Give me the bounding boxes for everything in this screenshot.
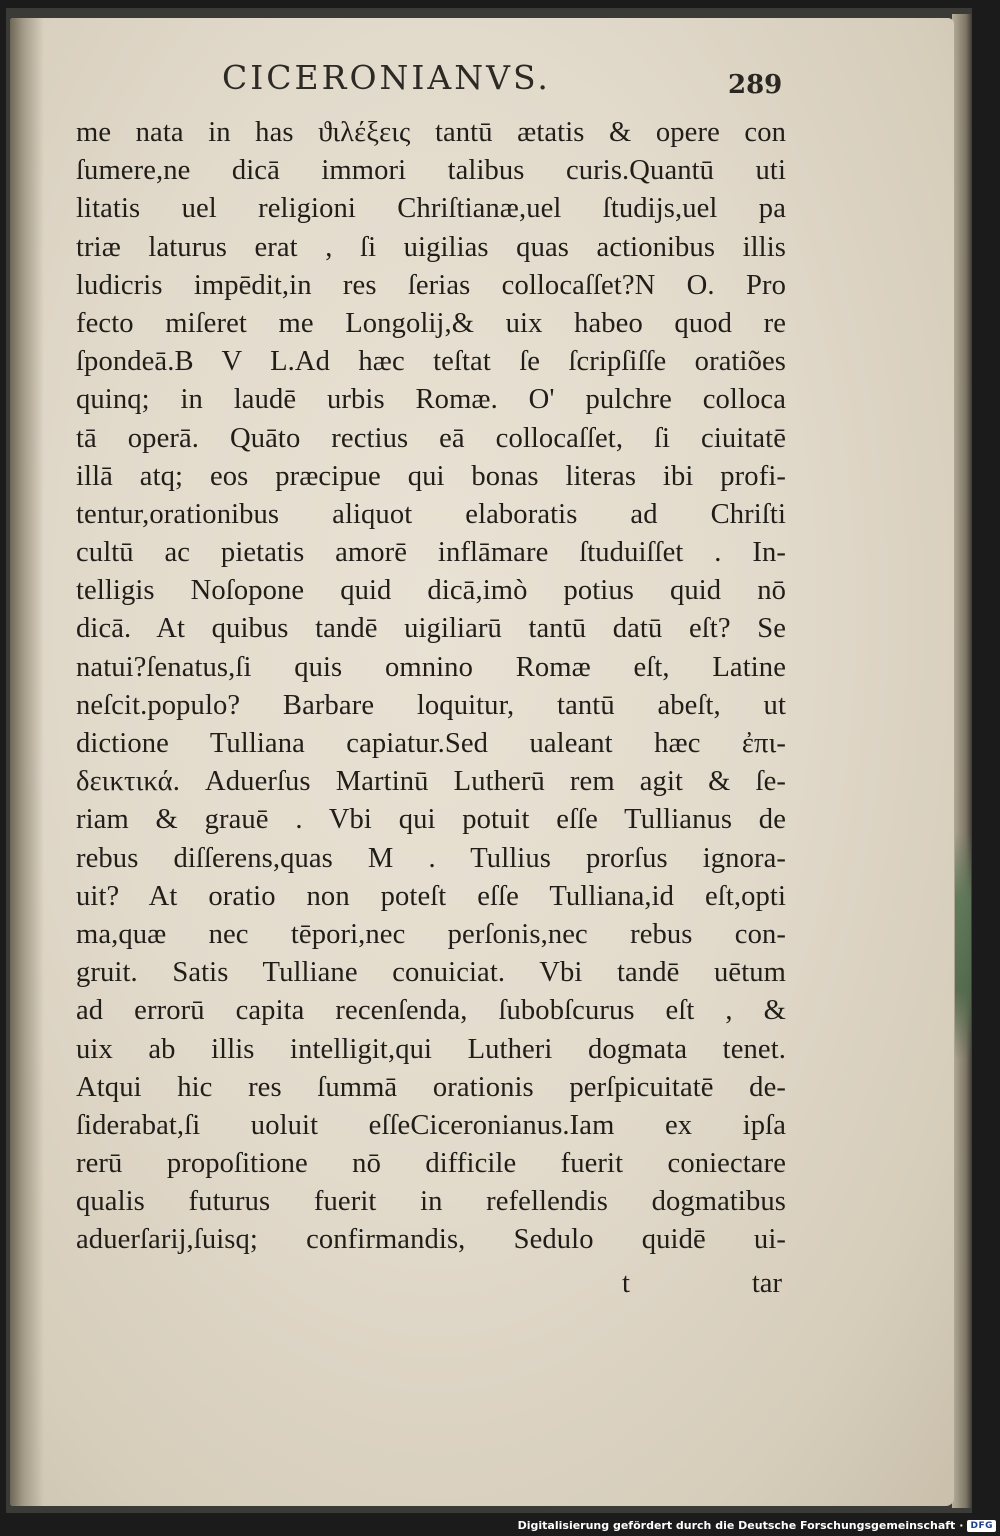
text-line: fecto miſeret me Longolij,& uix habeo quod re (76, 307, 786, 339)
catchword: tar (751, 1268, 782, 1299)
text-line: dictione Tulliana capiatur.Sed ualeant hæc ἐπι- (76, 728, 786, 759)
text-line: natui?ſenatus,ſi quis omnino Romæ eſt, Latine (76, 651, 786, 683)
text-line: ad errorū capita recenſenda, ſubobſcurus eſt , & (76, 995, 786, 1027)
text-line: δεικτικά. Aduerſus Martinū Lutherū rem agit & ſe- (76, 766, 786, 798)
digitization-credit (518, 1519, 996, 1532)
text-line: ludicris impēdit,in res ſerias collocaſſet?N O. Pro (76, 269, 786, 301)
text-line: illā atq; eos præcipue qui bonas literas ibi profi- (76, 460, 786, 492)
text-line: uit? At oratio non poteſt eſſe Tulliana,id eſt,opti (76, 880, 786, 912)
book-edge (952, 14, 972, 1508)
dfg-logo-icon: DFG (967, 1520, 996, 1532)
text-line: triæ laturus erat , ſi uigilias quas actionibus illis (76, 231, 786, 263)
text-line: aduerſarij,ſuisq; confirmandis, Sedulo quidē ui- (76, 1224, 786, 1256)
text-line: litatis uel religioni Chriſtianæ,uel ſtudijs,uel pa (76, 193, 786, 225)
text-block (76, 114, 786, 1260)
text-line: quinq; in laudē urbis Romæ. O' pulchre colloca (76, 384, 786, 416)
signature-mark: t (622, 1268, 630, 1299)
text-line: ma,quæ nec tēpori,nec perſonis,nec rebus con- (76, 918, 786, 950)
page-stain (955, 830, 971, 1060)
text-line: tā operā. Quāto rectius eā collocaſſet, ſi ciuitatē (76, 422, 786, 454)
credit-separator: · (959, 1519, 964, 1532)
catchwords (622, 1268, 782, 1300)
text-line: ſiderabat,ſi uoluit eſſeCiceronianus.Iam ex ipſa (76, 1109, 786, 1141)
page-gutter (10, 18, 44, 1506)
page-number: 289 (728, 70, 783, 100)
text-line: rebus diſſerens,quas M . Tullius prorſus ignora- (76, 842, 786, 874)
text-line: uix ab illis intelligit,qui Lutheri dogmata tenet. (76, 1033, 786, 1065)
running-head: CICERONIANVS. (222, 58, 551, 97)
credit-text: Digitalisierung gefördert durch die Deutsche Forschungsgemeinschaft (517, 1519, 956, 1532)
text-line: neſcit.populo? Barbare loquitur, tantū abeſt, ut (76, 689, 786, 721)
text-line: me nata in has ϑιλέξεις tantū ætatis & opere con (76, 117, 786, 148)
text-line: cultū ac pietatis amorē inflāmare ſtuduiſſet . In- (76, 537, 786, 569)
text-line: Atqui hic res ſummā orationis perſpicuitatē de- (76, 1071, 786, 1103)
text-line: rerū propoſitione nō difficile fuerit coniectare (76, 1148, 786, 1180)
text-line: riam & grauē . Vbi qui potuit eſſe Tullianus de (76, 804, 786, 836)
text-line: ſumere,ne dicā immori talibus curis.Quantū uti (76, 155, 786, 187)
text-line: qualis futurus fuerit in refellendis dogmatibus (76, 1186, 786, 1218)
text-line: gruit. Satis Tulliane conuiciat. Vbi tandē uētum (76, 957, 786, 989)
text-line: tentur,orationibus aliquot elaboratis ad Chriſti (76, 498, 786, 530)
text-line: telligis Noſopone quid dicā,imò potius quid nō (76, 575, 786, 607)
text-line: dicā. At quibus tandē uigiliarū tantū datū eſt? Se (76, 613, 786, 645)
text-line: ſpondeā.B V L.Ad hæc teſtat ſe ſcripſiſſe oratiões (76, 346, 786, 378)
